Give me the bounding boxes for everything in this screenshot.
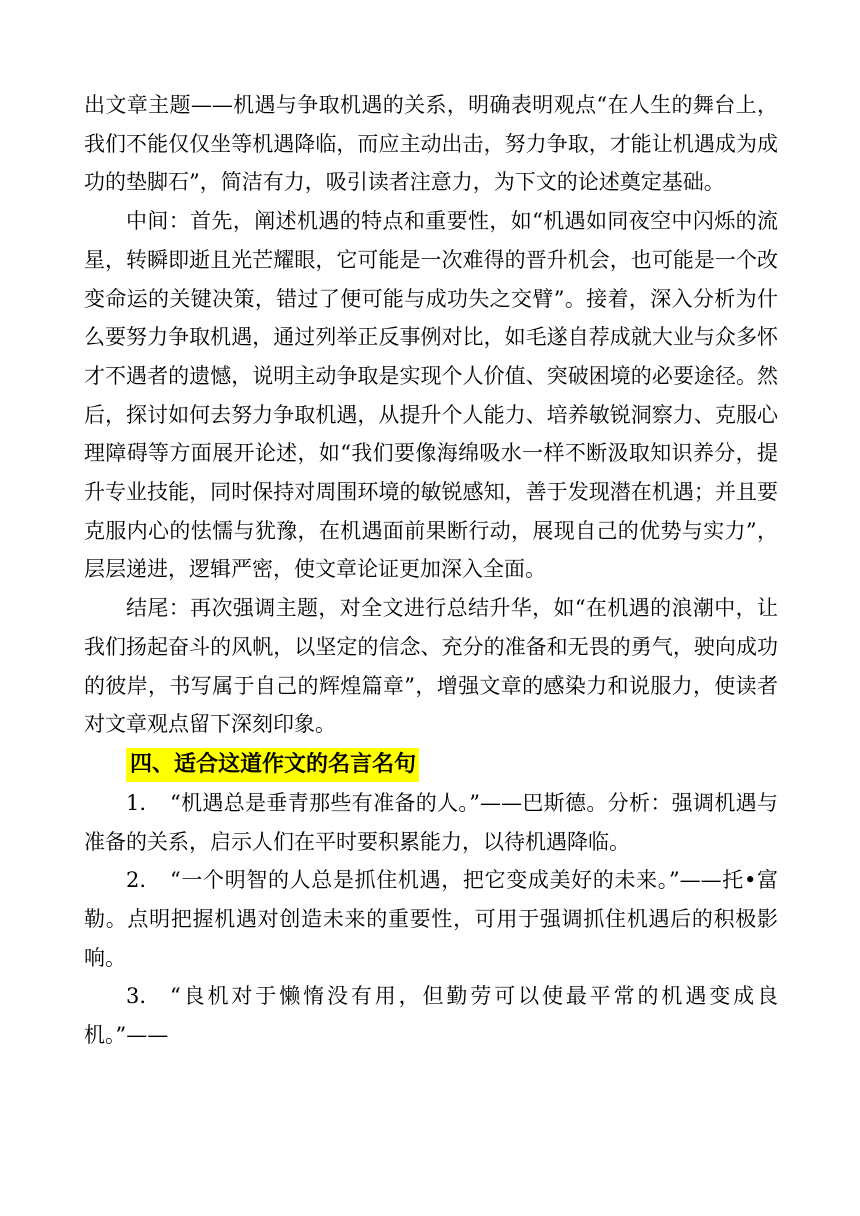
quote-number: 2. [126,868,147,893]
intro-paragraph-tail: 出文章主题——机遇与争取机遇的关系，明确表明观点“在人生的舞台上，我们不能仅仅坐等机遇降临，而应主动出击，努力争取，才能让机遇成为成功的垫脚石”，简洁有力，吸引读者注意力，为下文的论述奠定基础。 [84,93,778,195]
quote-number: 1. [126,790,147,815]
section-heading-row [84,744,778,784]
document-page [84,86,778,1055]
quote-text: “一个明智的人总是抓住机遇，把它变成美好的未来。”——托•富勒。点明把握机遇对创造未来的重要性，可用于强调抓住机遇后的积极影响。 [84,868,778,970]
section-heading: 四、适合这道作文的名言名句 [126,748,419,782]
quote-text: “良机对于懒惰没有用，但勤劳可以使最平常的机遇变成良机。”—— [84,984,778,1048]
quote-item-2 [84,861,778,977]
quote-item-3 [84,977,778,1054]
quote-item-1 [84,784,778,861]
ending-paragraph: 结尾：再次强调主题，对全文进行总结升华，如“在机遇的浪潮中，让我们扬起奋斗的风帆，以坚定的信念、充分的准备和无畏的勇气，驶向成功的彼岸，书写属于自己的辉煌篇章”，增强文章的感染力和说服力，使读者对文章观点留下深刻印象。 [84,596,778,737]
middle-paragraph: 中间：首先，阐述机遇的特点和重要性，如“机遇如同夜空中闪烁的流星，转瞬即逝且光芒耀眼，它可能是一次难得的晋升机会，也可能是一个改变命运的关键决策，错过了便可能与成功失之交臂”。接着，深入分析为什么要努力争取机遇，通过列举正反事例对比，如毛遂自荐成就大业与众多怀才不遇者的遗憾，说明主动争取是实现个人价值、突破困境的必要途径。然后，探讨如何去努力争取机遇，从提升个人能力、培养敏锐洞察力、克服心理障碍等方面展开论述，如“我们要像海绵吸水一样不断汲取知识养分，提升专业技能，同时保持对周围环境的敏锐感知，善于发现潜在机遇；并且要克服内心的怯懦与犹豫，在机遇面前果断行动，展现自己的优势与实力”，层层递进，逻辑严密，使文章论证更加深入全面。 [84,209,778,582]
quote-number: 3. [126,984,147,1009]
quote-text: “机遇总是垂青那些有准备的人。”——巴斯德。分析：强调机遇与准备的关系，启示人们在平时要积累能力，以待机遇降临。 [84,790,778,854]
